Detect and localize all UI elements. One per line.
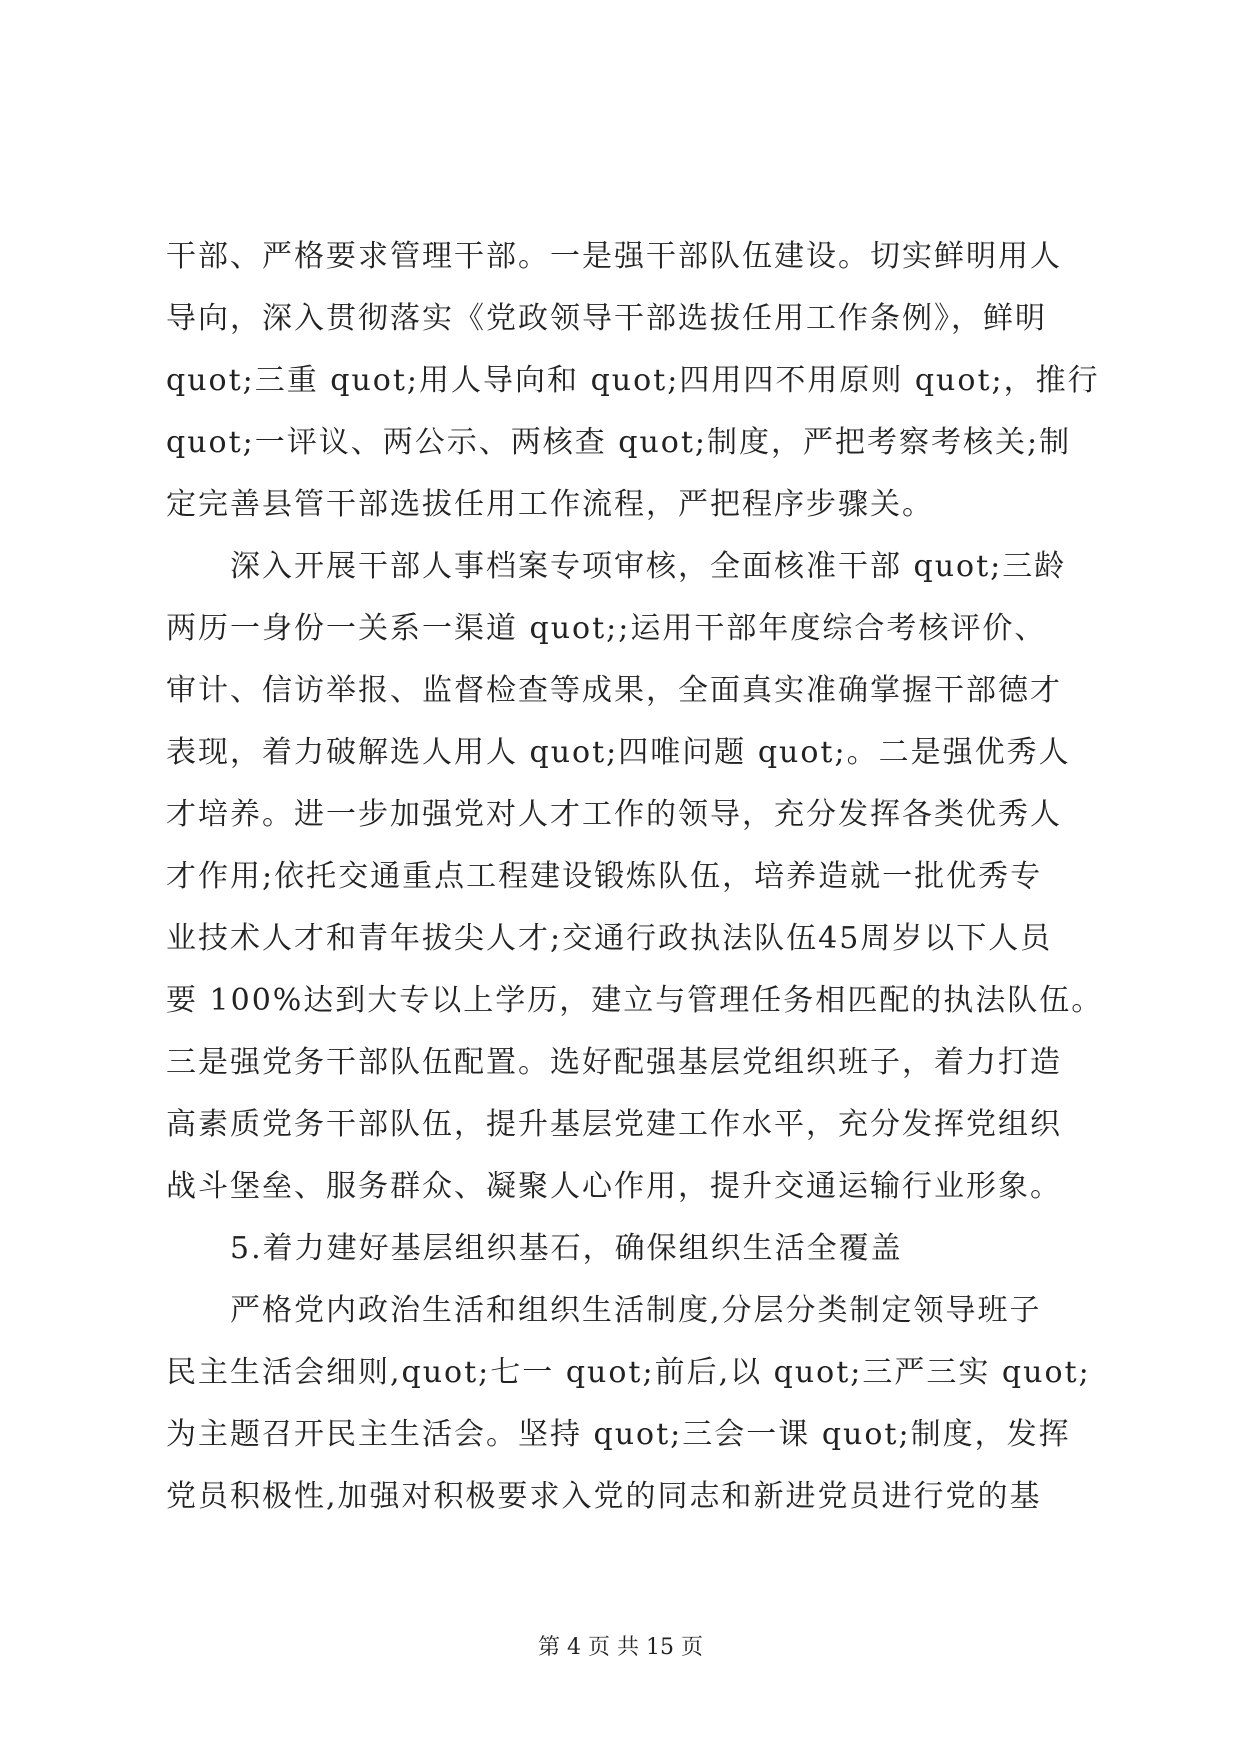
page-number: 第 4 页 共 15 页 [538, 1635, 703, 1660]
text-line: 业技术人才和青年拔尖人才;交通行政执法队伍45周岁以下人员 [166, 921, 1053, 956]
body-text [166, 226, 1104, 1528]
text-line: 要 100%达到大专以上学历，建立与管理任务相匹配的执法队伍。 [166, 983, 1104, 1018]
text-line: 才培养。进一步加强党对人才工作的领导，充分发挥各类优秀人 [166, 797, 1062, 832]
section-heading: 5.着力建好基层组织基石，确保组织生活全覆盖 [166, 1231, 903, 1266]
text-line: quot;三重 quot;用人导向和 quot;四用四不用原则 quot;，推行 [166, 363, 1100, 398]
text-line: 导向，深入贯彻落实《党政领导干部选拔任用工作条例》，鲜明 [166, 301, 1047, 336]
text-line: 高素质党务干部队伍，提升基层党建工作水平，充分发挥党组织 [166, 1107, 1062, 1142]
text-line: 严格党内政治生活和组织生活制度,分层分类制定领导班子 [166, 1293, 1042, 1328]
text-line: 为主题召开民主生活会。坚持 quot;三会一课 quot;制度，发挥 [166, 1417, 1071, 1452]
text-line: 两历一身份一关系一渠道 quot;;运用干部年度综合考核评价、 [166, 611, 1047, 646]
text-line: 民主生活会细则,quot;七一 quot;前后,以 quot;三严三实 quot; [166, 1355, 1091, 1390]
text-line: 干部、严格要求管理干部。一是强干部队伍建设。切实鲜明用人 [166, 239, 1062, 274]
text-line: quot;一评议、两公示、两核查 quot;制度，严把考察考核关;制 [166, 425, 1072, 460]
text-line: 三是强党务干部队伍配置。选好配强基层党组织班子，着力打造 [166, 1045, 1062, 1080]
text-line: 审计、信访举报、监督检查等成果，全面真实准确掌握干部德才 [166, 673, 1062, 708]
text-line: 才作用;依托交通重点工程建设锻炼队伍，培养造就一批优秀专 [166, 859, 1043, 894]
text-line: 战斗堡垒、服务群众、凝聚人心作用，提升交通运输行业形象。 [166, 1169, 1062, 1204]
text-line: 深入开展干部人事档案专项审核，全面核准干部 quot;三龄 [166, 549, 1067, 584]
text-line: 党员积极性,加强对积极要求入党的同志和新进党员进行党的基 [166, 1479, 1042, 1514]
text-line: 表现，着力破解选人用人 quot;四唯问题 quot;。二是强优秀人 [166, 735, 1071, 770]
text-line: 定完善县管干部选拔任用工作流程，严把程序步骤关。 [166, 487, 934, 522]
page-footer [0, 1633, 1241, 1663]
